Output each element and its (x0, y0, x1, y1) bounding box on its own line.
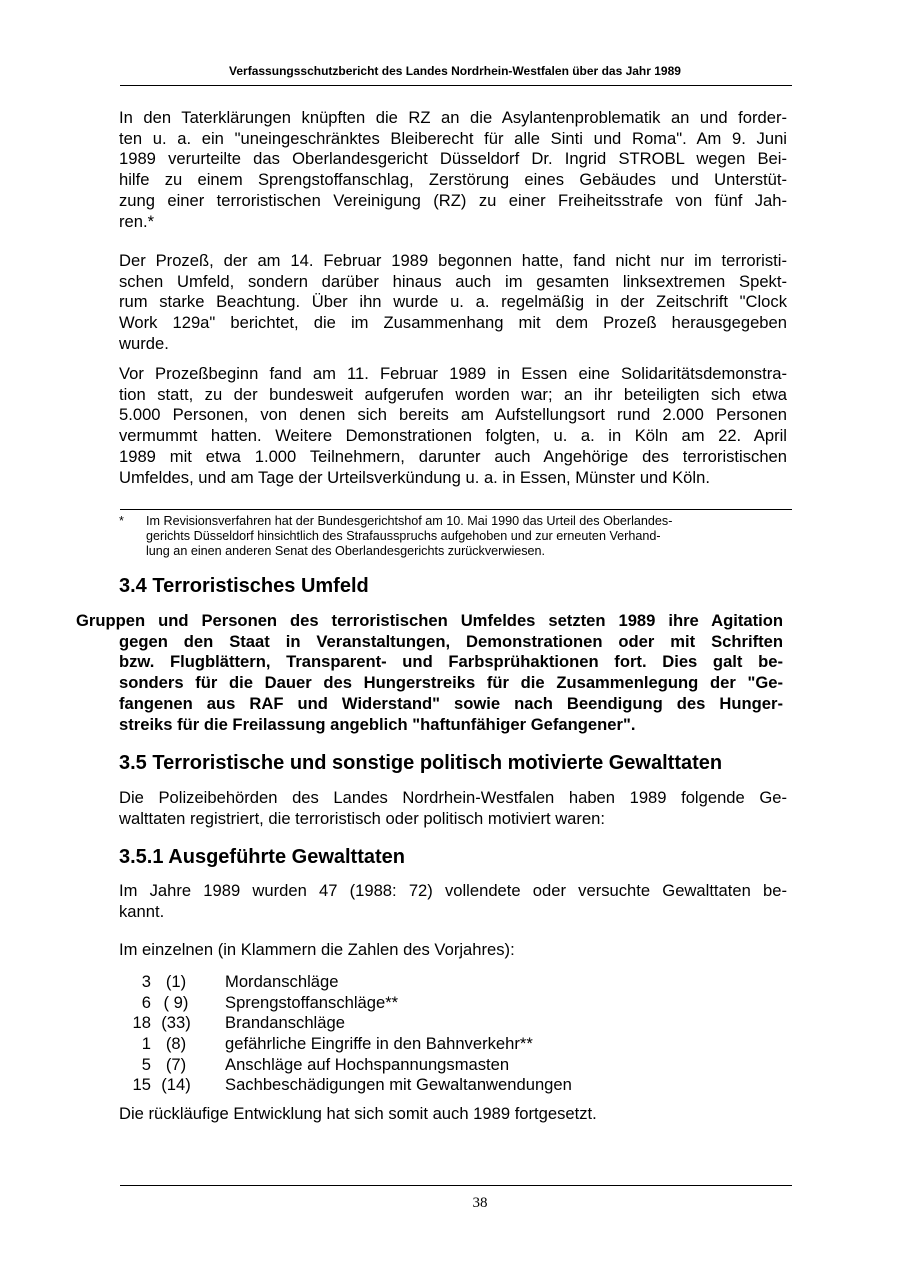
text-line: 1989 verurteilte das Oberlandesgericht Düsseldorf Dr. Ingrid STROBL wegen Bei- (119, 149, 787, 169)
stat-count: 1 (141, 1034, 151, 1054)
paragraph-demonstrations (119, 364, 787, 488)
stat-previous-year: (7) (165, 1054, 187, 1074)
section-heading-3-5: 3.5 Terroristische und sonstige politisch motivierte Gewalttaten (119, 752, 723, 774)
paragraph-total-count (119, 881, 787, 922)
paragraph-police-registration (119, 788, 787, 829)
list-item (119, 1075, 719, 1096)
text-line: zung einer terroristischen Vereinigung (RZ) zu einer Freiheitsstrafe von fünf Jah- (119, 190, 787, 210)
text-line: Die rückläufige Entwicklung hat sich somit auch 1989 fortgesetzt. (119, 1104, 597, 1123)
text-line: Vor Prozeßbeginn fand am 11. Februar 1989 in Essen eine Solidaritätsdemonstra- (119, 364, 787, 383)
text-line: 1989 mit etwa 1.000 Teilnehmern, darunter auch Angehörige des terroristischen (119, 446, 787, 466)
paragraph-trial-reception (119, 251, 787, 355)
stat-label: Mordanschläge (225, 972, 339, 991)
text-line: Die Polizeibehörden des Landes Nordrhein-Westfalen haben 1989 folgende Ge- (119, 788, 787, 807)
footnote-line: lung an einen anderen Senat des Oberlandesgerichts zurückverwiesen. (146, 544, 546, 558)
section-heading-3-4: 3.4 Terroristisches Umfeld (119, 575, 369, 597)
footnote-line: gerichts Düsseldorf hinsichtlich des Strafausspruchs aufgehoben und zur erneuten Verhand- (146, 529, 661, 543)
text-line: Im Jahre 1989 wurden 47 (1988: 72) vollendete oder versuchte Gewalttaten be- (119, 881, 787, 900)
stat-previous-year: (1) (165, 972, 187, 991)
list-item (119, 972, 719, 993)
list-item (119, 1055, 719, 1076)
text-line: Im einzelnen (in Klammern die Zahlen des Vorjahres): (119, 940, 515, 959)
footnote-line: Im Revisionsverfahren hat der Bundesgerichtshof am 10. Mai 1990 das Urteil des Oberlandes- (146, 514, 673, 528)
header-rule (120, 85, 792, 86)
stat-label: Brandanschläge (225, 1013, 345, 1033)
stat-count: 6 (141, 992, 151, 1012)
list-item (119, 1034, 719, 1055)
violence-statistics-list (119, 972, 719, 1096)
stat-count: 15 (132, 1075, 151, 1095)
summary-line: fangenen aus RAF und Widerstand" sowie nach Beendigung des Hunger- (119, 693, 783, 713)
text-line: Umfeldes, und am Tage der Urteilsverkündung u. a. in Essen, Münster und Köln. (119, 467, 710, 487)
stat-count: 18 (132, 1013, 151, 1033)
stat-label: Anschläge auf Hochspannungsmasten (225, 1054, 510, 1074)
stat-label: Sprengstoffanschläge** (225, 992, 399, 1012)
section-summary-bold (76, 611, 783, 735)
running-header: Verfassungsschutzbericht des Landes Nordrhein-Westfalen über das Jahr 1989 (229, 64, 681, 78)
list-item (119, 1013, 719, 1034)
page-number: 38 (472, 1195, 488, 1211)
stat-count: 5 (141, 1054, 151, 1074)
summary-line: sonders für die Dauer des Hungerstreiks für die Zusammenlegung der "Ge- (119, 673, 783, 693)
section-heading-3-5-1: 3.5.1 Ausgeführte Gewalttaten (119, 846, 405, 868)
summary-line: bzw. Flugblättern, Transparent- und Farbsprühaktionen fort. Dies galt be- (119, 652, 783, 672)
paragraph-conclusion (119, 1104, 787, 1125)
text-line: ten u. a. ein "uneingeschränktes Bleiberecht für alle Sinti und Roma". Am 9. Juni (119, 128, 787, 148)
stat-previous-year: (14) (161, 1075, 191, 1095)
stat-count: 3 (141, 972, 151, 991)
text-line: In den Taterklärungen knüpften die RZ an die Asylantenproblematik an und forder- (119, 108, 787, 127)
text-line: wurde. (119, 333, 169, 353)
text-line: Der Prozeß, der am 14. Februar 1989 begonnen hatte, fand nicht nur im terroristi- (119, 251, 787, 270)
stat-previous-year: (8) (165, 1034, 187, 1054)
summary-line: gegen den Staat in Veranstaltungen, Demonstrationen oder mit Schriften (119, 631, 783, 651)
footnote-rule (120, 509, 792, 510)
list-item (119, 993, 719, 1014)
text-line: ren.* (119, 211, 155, 231)
text-line: tion statt, zu der bundesweit aufgerufen worden war; an ihr beteiligten sich etwa (119, 384, 787, 404)
stat-label: gefährliche Eingriffe in den Bahnverkehr** (225, 1034, 533, 1054)
summary-line: Gruppen und Personen des terroristischen Umfeldes setzten 1989 ihre Agitation (76, 611, 783, 630)
text-line: schen Umfeld, sondern darüber hinaus auch im gesamten linksextremen Spekt- (119, 271, 787, 291)
stat-previous-year: ( 9) (163, 992, 189, 1012)
stat-previous-year: (33) (161, 1013, 191, 1033)
text-line: rum starke Beachtung. Über ihn wurde u. a. regelmäßig in der Zeitschrift "Clock (119, 292, 787, 312)
footnote-marker: * (119, 514, 124, 528)
text-line: 5.000 Personen, von denen sich bereits am Aufstellungsort rund 2.000 Personen (119, 405, 787, 425)
text-line: hilfe zu einem Sprengstoffanschlag, Zerstörung eines Gebäudes und Unterstüt- (119, 170, 787, 190)
footer-rule (120, 1185, 792, 1186)
summary-line: streiks für die Freilassung angeblich "haftunfähiger Gefangener". (119, 714, 636, 734)
text-line: kannt. (119, 901, 165, 921)
text-line: walttaten registriert, die terroristisch oder politisch motiviert waren: (119, 808, 606, 828)
text-line: vermummt hatten. Weitere Demonstrationen folgten, u. a. in Köln am 22. April (119, 426, 787, 446)
text-line: Work 129a" berichtet, die im Zusammenhang mit dem Prozeß herausgegeben (119, 313, 787, 333)
list-intro (119, 940, 787, 961)
footnote-text (146, 514, 786, 559)
stat-label: Sachbeschädigungen mit Gewaltanwendungen (225, 1075, 572, 1095)
paragraph-strobl-verdict (119, 108, 787, 232)
